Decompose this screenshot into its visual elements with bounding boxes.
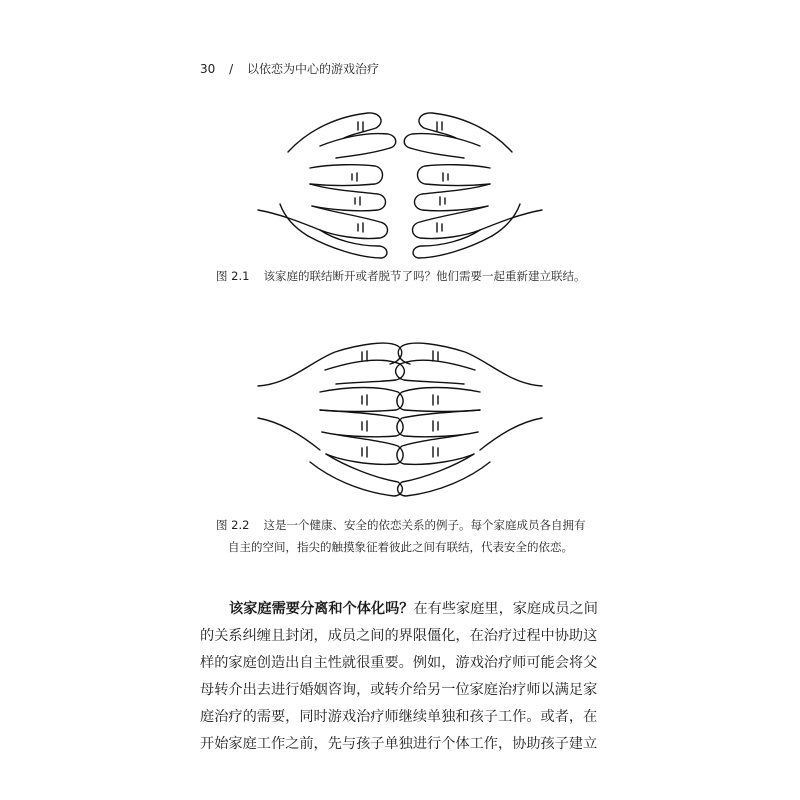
left-hand-drawing bbox=[258, 113, 396, 258]
running-head bbox=[200, 60, 379, 77]
caption-line-1: 这是一个健康、安全的依恋关系的例子。每个家庭成员各自拥有 bbox=[263, 518, 586, 532]
body-paragraph bbox=[200, 596, 602, 758]
caption-line-2: 自主的空间，指尖的触摸象征着彼此之间有联结，代表安全的依恋。 bbox=[228, 540, 573, 554]
right-hand-drawing bbox=[396, 343, 542, 496]
book-title: 以依恋为中心的游戏治疗 bbox=[246, 62, 379, 76]
left-hand-drawing bbox=[258, 343, 404, 496]
figure-2-1-caption bbox=[216, 265, 585, 287]
body-line-1 bbox=[200, 596, 602, 623]
section-lead: 该家庭需要分离和个体化吗？ bbox=[229, 601, 414, 617]
header-separator: / bbox=[229, 62, 234, 76]
figure-label: 图 2.1 bbox=[216, 269, 250, 283]
right-hand-drawing bbox=[404, 113, 542, 258]
body-line-2: 的关系纠缠且封闭，成员之间的界限僵化，在治疗过程中协助这 bbox=[200, 628, 598, 644]
caption-text: 该家庭的联结断开或者脱节了吗？他们需要一起重新建立联结。 bbox=[263, 269, 586, 283]
body-line-1-rest: 在有些家庭里，家庭成员之间 bbox=[413, 601, 598, 617]
figure-2-2-caption bbox=[216, 514, 585, 558]
body-line-5: 庭治疗的需要，同时游戏治疗师继续单独和孩子工作。或者，在 bbox=[200, 709, 598, 725]
body-line-4: 母转介出去进行婚姻咨询，或转介给另一位家庭治疗师以满足家 bbox=[200, 682, 598, 698]
figure-label: 图 2.2 bbox=[216, 518, 250, 532]
page-number: 30 bbox=[200, 62, 216, 76]
figure-separated-hands bbox=[240, 98, 560, 263]
body-line-6: 开始家庭工作之前，先与孩子单独进行个体工作，协助孩子建立 bbox=[200, 736, 598, 752]
touching-hands-illustration bbox=[240, 322, 560, 512]
figure-touching-hands bbox=[240, 322, 560, 512]
body-line-3: 样的家庭创造出自主性就很重要。例如，游戏治疗师可能会将父 bbox=[200, 655, 598, 671]
separated-hands-illustration bbox=[240, 98, 560, 263]
